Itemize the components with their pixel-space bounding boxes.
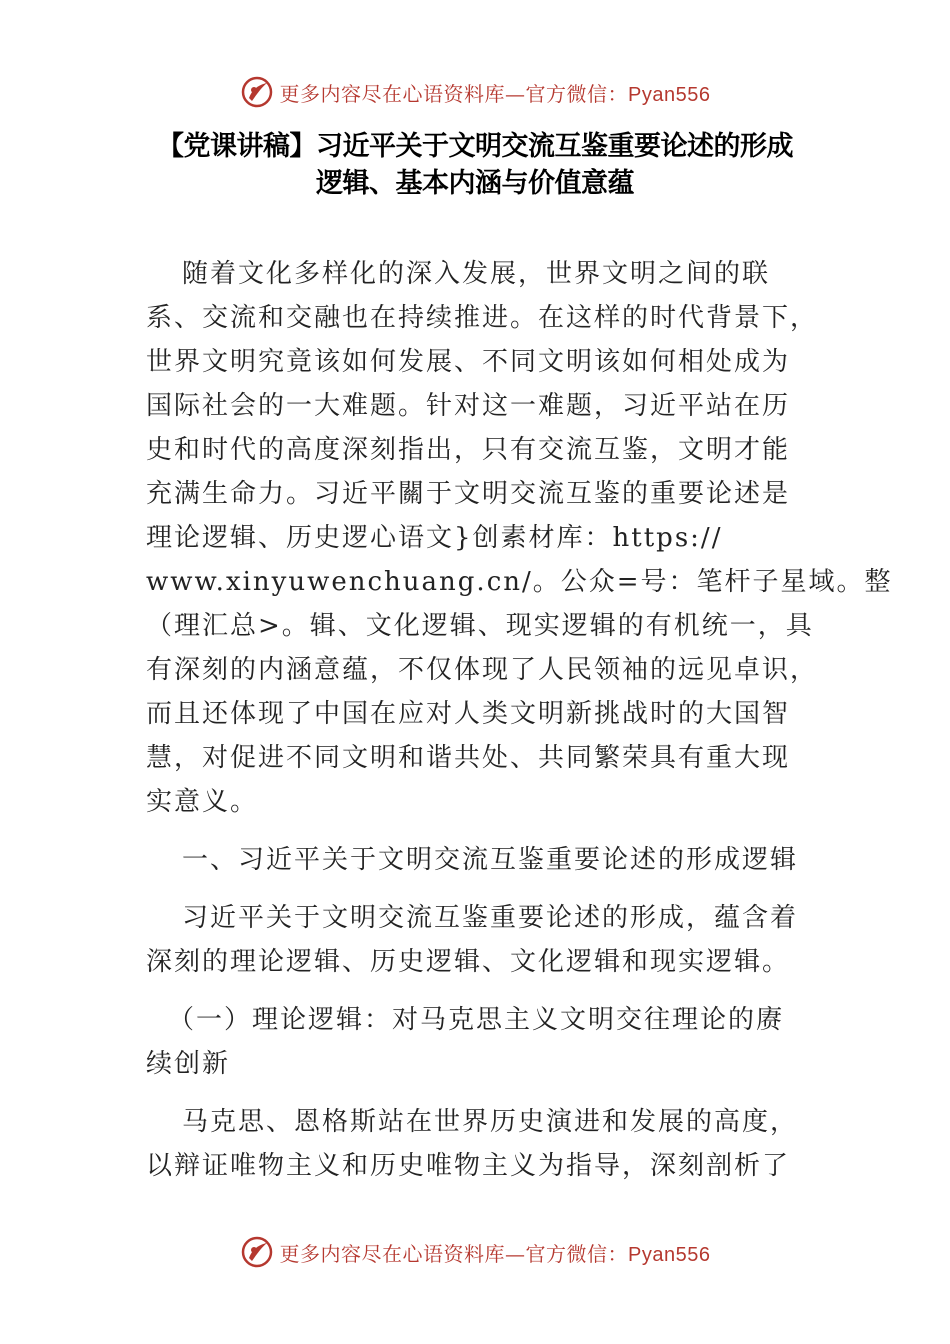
wechat-id: Pyan556 <box>628 1243 711 1266</box>
document-title <box>90 128 860 202</box>
section-heading-1: 一、习近平关于文明交流互鉴重要论述的形成逻辑 <box>182 845 799 875</box>
paragraph-2: 习近平关于文明交流互鉴重要论述的形成，蕴含着 深刻的理论逻辑、历史逻辑、文化逻辑和现实逻辑。 <box>146 903 799 977</box>
logo-icon <box>240 75 274 109</box>
footer-banner <box>0 1234 950 1270</box>
wechat-id: Pyan556 <box>628 83 711 106</box>
document-body <box>146 252 893 1188</box>
title-line-1: 【党课讲稿】习近平关于文明交流互鉴重要论述的形成 <box>157 131 793 162</box>
title-line-2: 逻辑、基本内涵与价值意蕴 <box>316 168 634 199</box>
intro-paragraph: 随着文化多样化的深入发展，世界文明之间的联 系、交流和交融也在持续推进。在这样的时代背景下， 世界文明究竟该如何发展、不同文明该如何相处成为 国际社会的一大难题。针对这一难题，习近平站在历 史和时代的高度深刻指出，只有交流互鉴，文明才能 充满生命力。习近平關于文明交流互鉴的重要论述是 理论逻辑、历史逻心语文}创素材库：https:// www.xinyuwenchuang.cn/。公众=号：笔杆子星域。整 （理汇总>。辑、文化逻辑、现实逻辑的有机统一，具 有深刻的内涵意蕴，不仅体现了人民领袖的远见卓识， 而且还体现了中国在应对人类文明新挑战时的大国智 慧，对促进不同文明和谐共处、共同繁荣具有重大现 实意义。 <box>146 259 893 817</box>
header-banner <box>0 74 950 110</box>
banner-text: 更多内容尽在心语资料库—官方微信：Pyan556 <box>279 81 711 106</box>
logo-icon <box>240 1235 274 1269</box>
paragraph-3: 马克思、恩格斯站在世界历史演进和发展的高度， 以辩证唯物主义和历史唯物主义为指导，深刻剖析了 <box>146 1107 799 1181</box>
banner-text: 更多内容尽在心语资料库—官方微信：Pyan556 <box>279 1241 711 1266</box>
subsection-heading-1: （一）理论逻辑：对马克思主义文明交往理论的赓 续创新 <box>146 1005 785 1079</box>
